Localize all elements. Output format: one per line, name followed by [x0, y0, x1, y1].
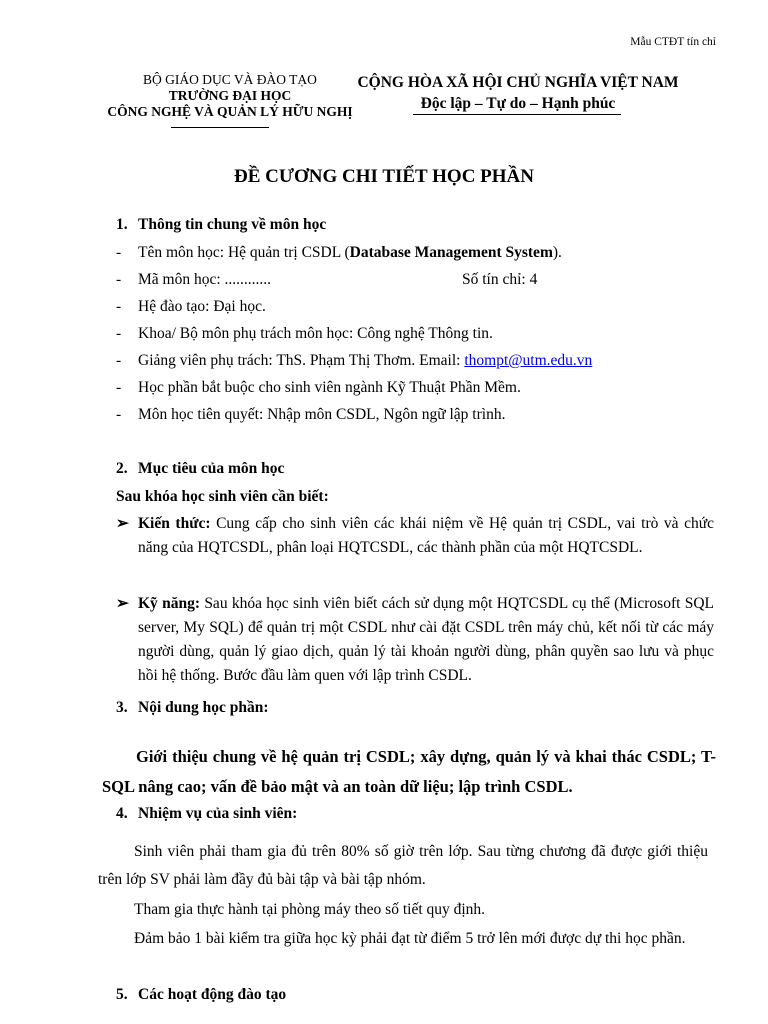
duty-paragraph-3 — [98, 925, 708, 953]
course-content — [102, 742, 716, 802]
info-course-code — [116, 271, 271, 289]
email-link[interactable]: thompt@utm.edu.vn — [464, 352, 593, 369]
info-required — [116, 379, 521, 397]
objective-skills — [116, 592, 714, 688]
bullet-dash: - — [116, 379, 122, 396]
bullet-dash: - — [116, 298, 122, 315]
duty-text-3: Đảm bảo 1 bài kiểm tra giữa học kỳ phải đạt từ điểm 5 trở lên mới được dự thi học phần. — [134, 930, 686, 947]
info-training-level — [116, 298, 266, 316]
course-name-english: Database Management System — [349, 244, 553, 261]
ministry-name: BỘ GIÁO DỤC VÀ ĐÀO TẠO — [143, 72, 317, 87]
section-number: 3. — [116, 699, 128, 716]
knowledge-label: Kiến thức: — [138, 515, 211, 532]
info-prerequisite — [116, 406, 505, 424]
bullet-dash: - — [116, 244, 122, 261]
header-right-divider — [413, 114, 621, 115]
section-number: 4. — [116, 805, 128, 822]
faculty: Khoa/ Bộ môn phụ trách môn học: Công nghệ Thông tin. — [138, 325, 493, 342]
university-line1: TRƯỜNG ĐẠI HỌC — [168, 88, 292, 103]
credits: Số tín chỉ: 4 — [462, 271, 538, 288]
info-course-name — [116, 244, 562, 262]
lecturer: Giảng viên phụ trách: ThS. Phạm Thị Thơm. Email: — [138, 352, 465, 369]
bullet-dash: - — [116, 352, 122, 369]
section-title: Các hoạt động đào tạo — [138, 986, 287, 1003]
skills-label: Kỹ năng: — [138, 595, 201, 612]
prerequisite: Môn học tiên quyết: Nhập môn CSDL, Ngôn ngữ lập trình. — [138, 406, 506, 423]
duty-text-2: Tham gia thực hành tại phòng máy theo số tiết quy định. — [134, 901, 486, 918]
arrow-bullet-icon: ➢ — [116, 595, 129, 612]
section-title: Nội dung học phần: — [138, 699, 269, 716]
section-title: Thông tin chung về môn học — [138, 216, 327, 233]
document-title: ĐỀ CƯƠNG CHI TIẾT HỌC PHẦN — [234, 166, 534, 187]
section-number: 5. — [116, 986, 128, 1003]
arrow-bullet-icon: ➢ — [116, 515, 129, 532]
section-title: Mục tiêu của môn học — [138, 460, 285, 477]
skills-text: Sau khóa học sinh viên biết cách sử dụng một HQTCSDL cụ thể (Microsoft SQL server, My SQL) để quản trị một CSDL như cài đặt CSDL trên máy chủ, kết nối từ các máy người dùng, quản lý giao dịch, quản lý tài khoản người dùng, phân quyền sao lưu và phục hồi hệ thống. Bước đầu làm quen với lập trình CSDL. — [138, 595, 714, 684]
country-name: CỘNG HÒA XÃ HỘI CHỦ NGHĨA VIỆT NAM — [357, 74, 679, 91]
training-level: Hệ đào tạo: Đại học. — [138, 298, 266, 315]
course-code: Mã môn học: ............ — [138, 271, 272, 288]
section-4-heading — [116, 805, 297, 823]
section-number: 1. — [116, 216, 128, 233]
duty-text-1: Sinh viên phải tham gia đủ trên 80% số giờ trên lớp. Sau từng chương đã được giới thiệu trên lớp SV phải làm đầy đủ bài tập và bài tập nhóm. — [98, 843, 708, 888]
national-motto-header — [348, 72, 688, 114]
section-number: 2. — [116, 460, 128, 477]
knowledge-text: Cung cấp cho sinh viên các khái niệm về Hệ quản trị CSDL, vai trò và chức năng của HQTCSDL, phân loại HQTCSDL, các thành phần của một HQTCSDL. — [138, 515, 714, 556]
bullet-dash: - — [116, 271, 122, 288]
section-3-heading — [116, 699, 269, 717]
required-note: Học phần bắt buộc cho sinh viên ngành Kỹ Thuật Phần Mềm. — [138, 379, 521, 396]
header-left-divider — [171, 127, 269, 128]
objective-knowledge — [116, 512, 714, 560]
motto: Độc lập – Tự do – Hạnh phúc — [420, 95, 616, 112]
section-1-heading — [116, 216, 326, 234]
course-content-text: Giới thiệu chung về hệ quản trị CSDL; xây dựng, quản lý và khai thác CSDL; T-SQL nâng cao; vấn đề bảo mật và an toàn dữ liệu; lập trình CSDL. — [102, 747, 716, 796]
university-line2: CÔNG NGHỆ VÀ QUẢN LÝ HỮU NGHỊ — [107, 104, 353, 119]
course-name-suffix: ). — [552, 244, 562, 261]
duty-paragraph-2 — [98, 896, 708, 924]
section-2-heading — [116, 460, 284, 478]
bullet-dash: - — [116, 406, 122, 423]
section-title: Nhiệm vụ của sinh viên: — [138, 805, 298, 822]
duty-paragraph-1 — [98, 838, 708, 894]
info-lecturer — [116, 352, 592, 370]
form-code: Mẫu CTĐT tín chỉ — [630, 36, 716, 48]
course-name-prefix: Tên môn học: Hệ quản trị CSDL ( — [138, 244, 350, 261]
info-faculty — [116, 325, 493, 343]
section-5-heading — [116, 986, 286, 1004]
ministry-header — [80, 72, 380, 120]
bullet-dash: - — [116, 325, 122, 342]
objectives-subheading: Sau khóa học sinh viên cần biết: — [116, 488, 329, 505]
